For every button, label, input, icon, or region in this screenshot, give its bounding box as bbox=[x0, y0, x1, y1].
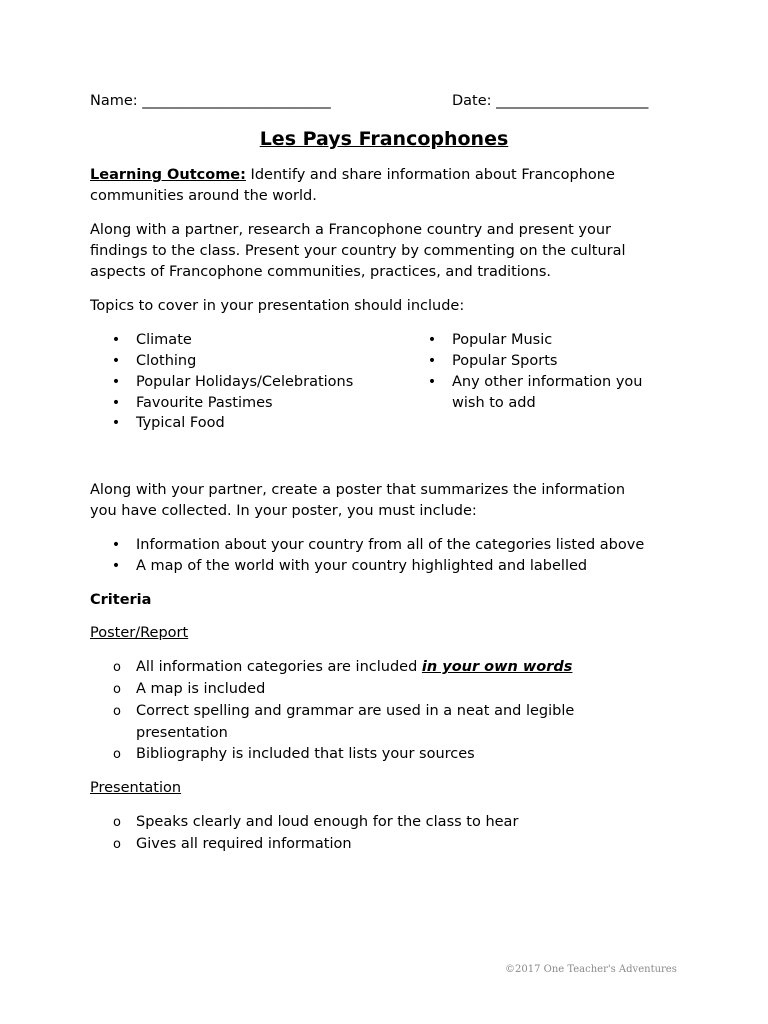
criteria-item: Correct spelling and grammar are used in a neat and legible bbox=[136, 703, 575, 719]
poster-item: Information about your country from all of the categories listed above bbox=[136, 537, 645, 553]
topic-bullet: • bbox=[111, 374, 121, 390]
topic-item: Popular Holidays/Celebrations bbox=[136, 374, 354, 390]
copyright-footer: ©2017 One Teacher's Adventures bbox=[505, 964, 677, 975]
poster-report-heading: Poster/Report bbox=[90, 625, 189, 641]
learning-outcome-line2: communities around the world. bbox=[90, 188, 317, 204]
intro-line3: aspects of Francophone communities, practices, and traditions. bbox=[90, 264, 552, 280]
criteria-item-text: All information categories are included bbox=[136, 659, 422, 675]
poster-line2: you have collected. In your poster, you must include: bbox=[90, 503, 477, 519]
criteria-bullet: o bbox=[113, 660, 121, 675]
criteria-item: Gives all required information bbox=[136, 836, 352, 852]
topic-item: Popular Sports bbox=[452, 353, 558, 369]
criteria-item-continuation: presentation bbox=[136, 725, 228, 741]
topic-bullet: • bbox=[111, 353, 121, 369]
criteria-bullet: o bbox=[113, 815, 121, 830]
topic-bullet: • bbox=[427, 332, 437, 348]
topic-item: Clothing bbox=[136, 353, 197, 369]
topic-bullet: • bbox=[111, 395, 121, 411]
presentation-heading: Presentation bbox=[90, 780, 182, 796]
name-label: Name: bbox=[90, 93, 143, 109]
criteria-item: Speaks clearly and loud enough for the class to hear bbox=[136, 814, 519, 830]
intro-line1: Along with a partner, research a Francophone country and present your bbox=[90, 222, 611, 238]
learning-outcome-line1 bbox=[90, 165, 615, 186]
poster-line1: Along with your partner, create a poster that summarizes the information bbox=[90, 482, 626, 498]
topic-bullet: • bbox=[111, 332, 121, 348]
poster-bullet: • bbox=[111, 558, 121, 574]
poster-item: A map of the world with your country highlighted and labelled bbox=[136, 558, 588, 574]
page-title: Les Pays Francophones bbox=[259, 128, 509, 150]
topic-item: Any other information you bbox=[452, 374, 643, 390]
topics-heading: Topics to cover in your presentation should include: bbox=[90, 298, 465, 314]
criteria-item-emphasis: in your own words bbox=[421, 659, 573, 675]
topic-bullet: • bbox=[427, 374, 437, 390]
poster-bullet: • bbox=[111, 537, 121, 553]
criteria-item bbox=[136, 657, 572, 678]
topic-item-continuation: wish to add bbox=[452, 395, 536, 411]
criteria-bullet: o bbox=[113, 682, 121, 697]
name-line bbox=[90, 91, 331, 112]
intro-line2: findings to the class. Present your country by commenting on the cultural bbox=[90, 243, 626, 259]
date-blank: _____________________ bbox=[496, 93, 649, 109]
topic-bullet: • bbox=[111, 415, 121, 431]
topic-item: Favourite Pastimes bbox=[136, 395, 273, 411]
topic-item: Typical Food bbox=[136, 415, 225, 431]
criteria-bullet: o bbox=[113, 837, 121, 852]
criteria-item: Bibliography is included that lists your sources bbox=[136, 746, 475, 762]
criteria-item: A map is included bbox=[136, 681, 266, 697]
name-blank: __________________________ bbox=[142, 93, 331, 109]
criteria-bullet: o bbox=[113, 747, 121, 762]
topic-item: Climate bbox=[136, 332, 192, 348]
topic-item: Popular Music bbox=[452, 332, 553, 348]
date-line bbox=[452, 91, 648, 112]
topic-bullet: • bbox=[427, 353, 437, 369]
date-label: Date: bbox=[452, 93, 497, 109]
criteria-heading: Criteria bbox=[90, 592, 152, 608]
criteria-bullet: o bbox=[113, 704, 121, 719]
learning-outcome-label: Learning Outcome: bbox=[90, 167, 246, 183]
learning-outcome-text: Identify and share information about Francophone bbox=[245, 167, 615, 183]
